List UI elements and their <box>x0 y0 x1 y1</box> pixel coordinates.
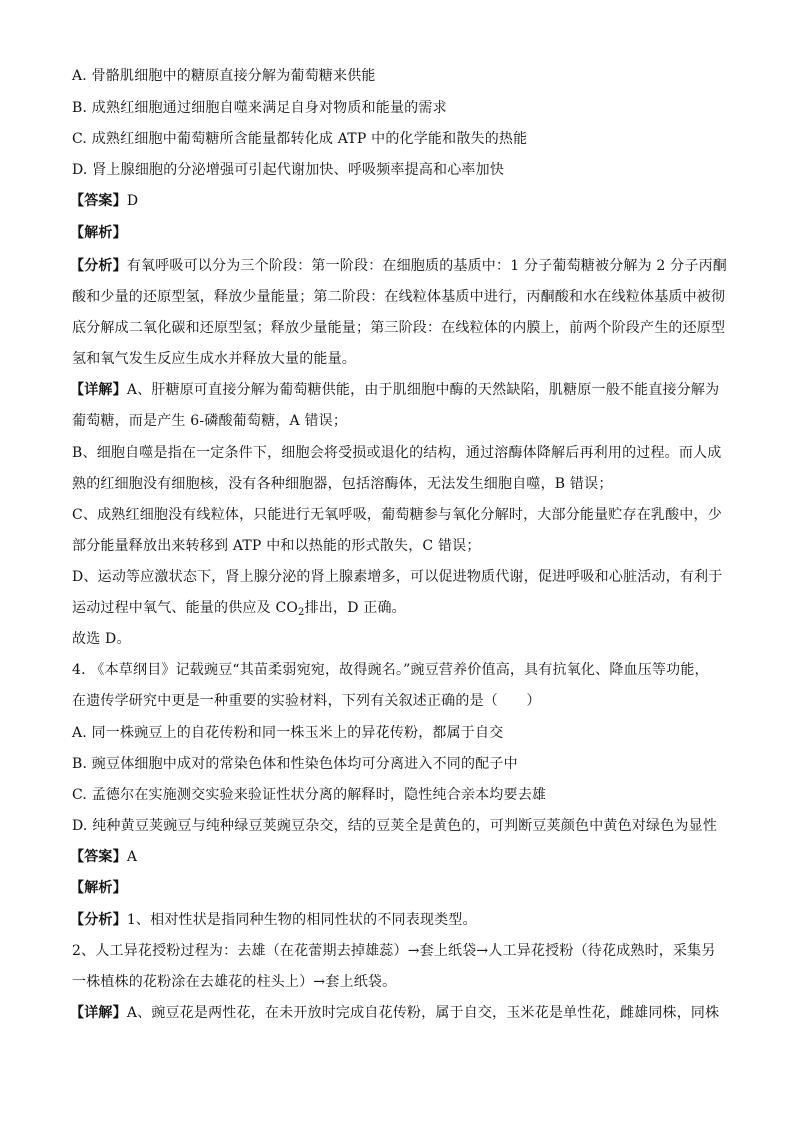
xiangjie-text: A、肝糖原可直接分解为葡萄糖供能，由于肌细胞中酶的天然缺陷，肌糖原一般不能直接分解为 <box>126 382 720 398</box>
answer-value: A <box>126 849 138 865</box>
q3-conclusion: 故选 D。 <box>72 631 131 647</box>
q3-xiangjie-line-2: 葡萄糖，而是产生 6-磷酸葡萄糖，A 错误； <box>72 413 348 429</box>
q3-xiangjie-line-4: 熟的红细胞没有细胞核，没有各种细胞器，包括溶酶体，无法发生细胞自噬，B 错误； <box>72 476 613 492</box>
q3-xiangjie-line-6: 部分能量释放出来转移到 ATP 中和以热能的形式散失，C 错误； <box>72 538 481 554</box>
fenxi-text: 1、相对性状是指同种生物的相同性状的不同表现类型。 <box>126 912 477 928</box>
q3-option-c: C. 成熟红细胞中葡萄糖所含能量都转化成 ATP 中的化学能和散失的热能 <box>72 131 528 147</box>
co2-subscript: 2 <box>298 607 305 618</box>
fenxi-text: 有氧呼吸可以分为三个阶段：第一阶段：在细胞质的基质中：1 分子葡萄糖被分解为 2 分子丙酮 <box>126 258 727 274</box>
q4-xiangjie-line-1 <box>70 1003 719 1023</box>
q3-fenxi-line-1 <box>70 256 727 276</box>
q4-answer-line <box>70 847 137 867</box>
q3-xiangjie-line-3: B、细胞自噬是指在一定条件下，细胞会将受损或退化的结构，通过溶酶体降解后再利用的过程。而人成 <box>72 445 722 461</box>
q3-xiangjie-line-7: D、运动等应激状态下，肾上腺分泌的肾上腺素增多，可以促进物质代谢，促进呼吸和心脏活动，有利于 <box>72 569 723 585</box>
q3-fenxi-line-2: 酸和少量的还原型氢，释放少量能量；第二阶段：在线粒体基质中进行，丙酮酸和水在线粒体基质中被彻 <box>72 289 726 305</box>
q3-fenxi-line-3: 底分解成二氧化碳和还原型氢；释放少量能量；第三阶段：在线粒体的内膜上，前两个阶段产生的还原型 <box>72 320 726 336</box>
q3-jiexi-label: 【解析】 <box>70 225 127 241</box>
q3-option-b: B. 成熟红细胞通过细胞自噬来满足自身对物质和能量的需求 <box>72 100 447 116</box>
xiangjie-label: 【详解】 <box>70 382 127 398</box>
d-line-text: 运动过程中氧气、能量的供应及 CO <box>72 600 299 616</box>
fenxi-label: 【分析】 <box>70 912 127 928</box>
answer-value: D <box>126 193 139 209</box>
q4-option-d: D. 纯种黄豆荚豌豆与纯种绿豆荚豌豆杂交，结的豆荚全是黄色的，可判断豆荚颜色中黄色对绿色为显性 <box>72 818 718 834</box>
q4-stem-line-1: 4. 《本草纲目》记载豌豆“其苗柔弱宛宛，故得豌名。”豌豆营养价值高，具有抗氧化、降血压等功能， <box>72 662 709 678</box>
q3-option-d: D. 肾上腺细胞的分泌增强可引起代谢加快、呼吸频率提高和心率加快 <box>72 162 505 178</box>
d-line-text-end: 排出，D 正确。 <box>304 600 406 616</box>
xiangjie-text: A、豌豆花是两性花，在未开放时完成自花传粉，属于自交，玉米花是单性花，雌雄同株，同株 <box>126 1005 720 1021</box>
answer-label: 【答案】 <box>70 193 127 209</box>
q4-fenxi-line-1 <box>70 910 477 930</box>
q3-xiangjie-line-1 <box>70 380 719 400</box>
q4-option-b: B. 豌豆体细胞中成对的常染色体和性染色体均可分离进入不同的配子中 <box>72 756 518 772</box>
q3-fenxi-line-4: 氢和氧气发生反应生成水并释放大量的能量。 <box>72 351 356 367</box>
q4-option-c: C. 孟德尔在实施测交实验来验证性状分离的解释时，隐性纯合亲本均要去雄 <box>72 787 547 803</box>
q4-fenxi-line-3: 一株植株的花粉涂在去雄花的柱头上）→套上纸袋。 <box>72 974 397 990</box>
q3-xiangjie-line-8 <box>72 598 406 618</box>
q4-option-a: A. 同一株豌豆上的自花传粉和同一株玉米上的异花传粉，都属于自交 <box>72 725 504 741</box>
q3-xiangjie-line-5: C、成熟红细胞没有线粒体，只能进行无氧呼吸，葡萄糖参与氧化分解时，大部分能量贮存在乳酸中，少 <box>72 507 722 523</box>
q4-stem-line-2: 在遗传学研究中更是一种重要的实验材料，下列有关叙述正确的是（ ） <box>72 693 541 709</box>
xiangjie-label: 【详解】 <box>70 1005 127 1021</box>
q3-answer-line <box>70 191 138 211</box>
q4-fenxi-line-2: 2、人工异花授粉过程为：去雄（在花蕾期去掉雄蕊）→套上纸袋→人工异花授粉（待花成熟时，采集另 <box>72 943 716 959</box>
answer-label: 【答案】 <box>70 849 127 865</box>
q4-jiexi-label: 【解析】 <box>70 880 127 896</box>
q3-option-a: A. 骨骼肌细胞中的糖原直接分解为葡萄糖来供能 <box>72 68 376 84</box>
fenxi-label: 【分析】 <box>70 258 127 274</box>
